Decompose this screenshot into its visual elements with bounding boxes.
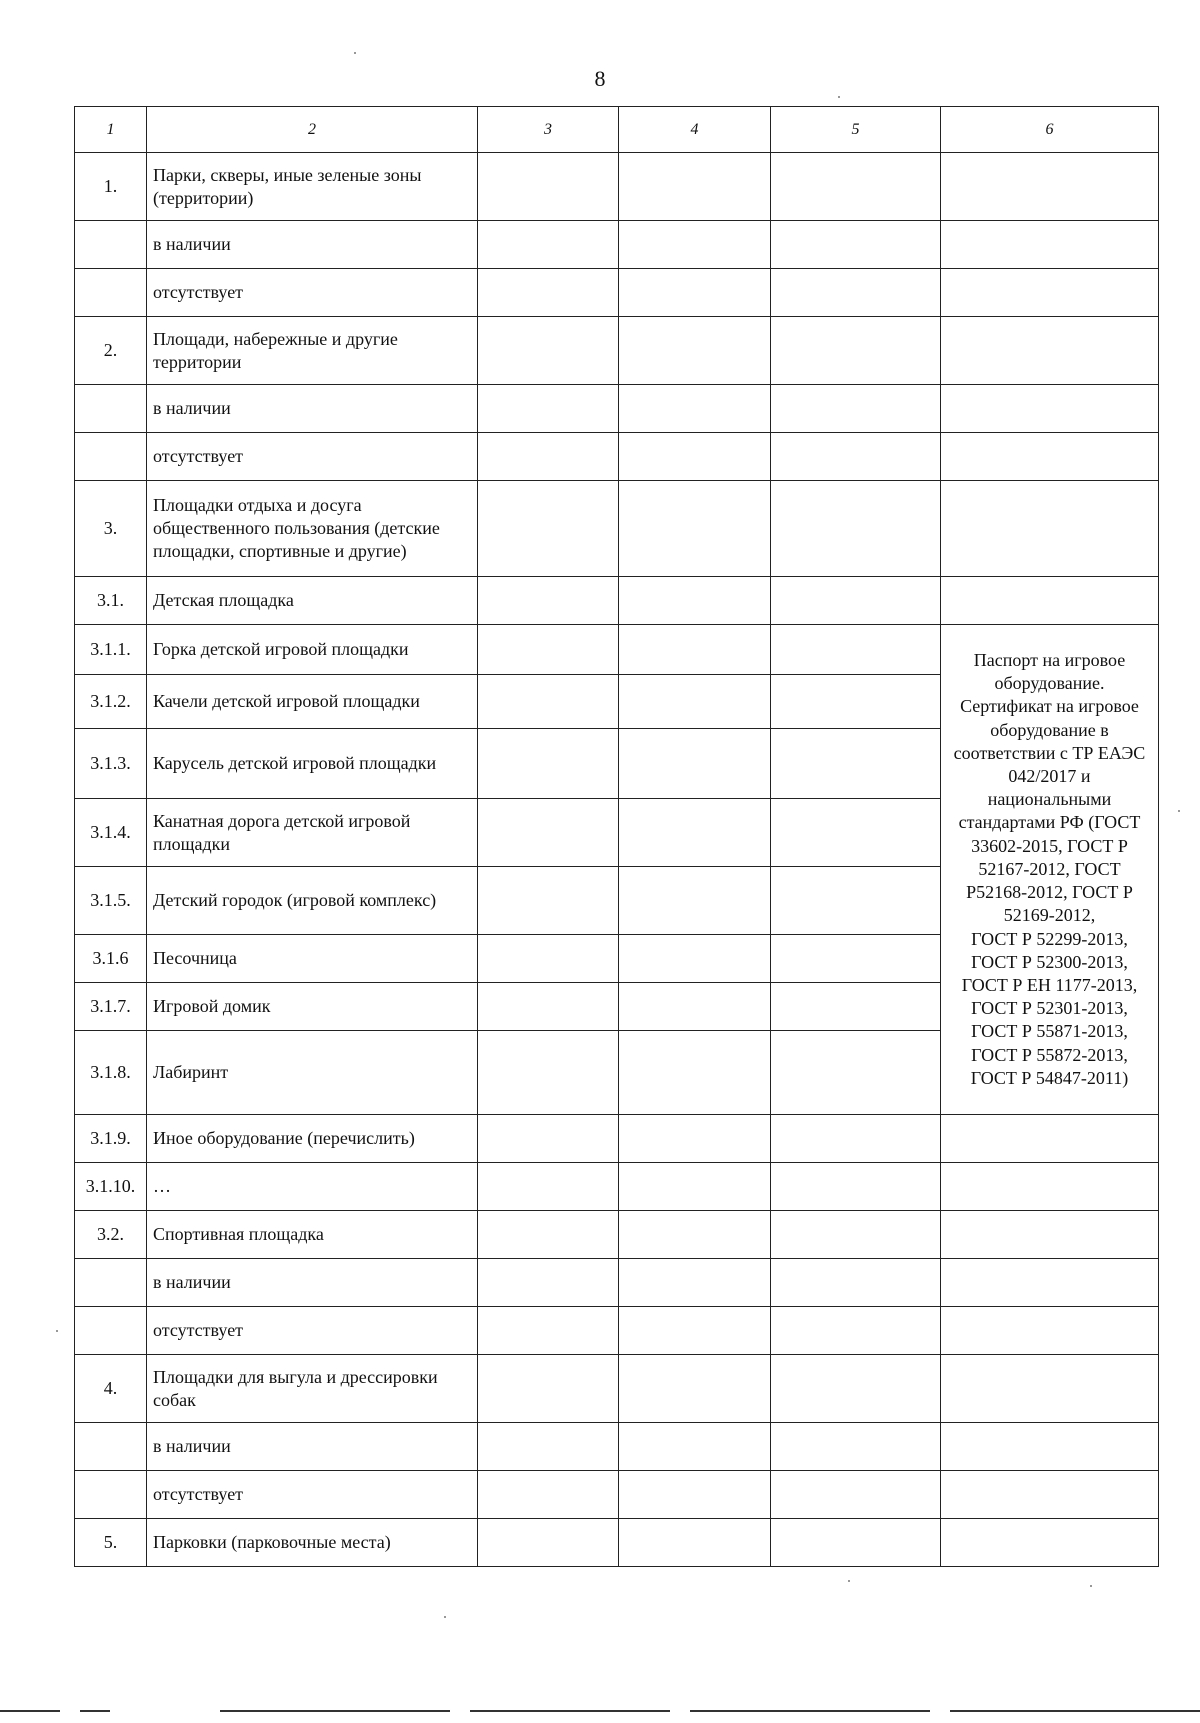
empty-cell-col-4: [619, 675, 771, 729]
table-row: [75, 481, 1159, 577]
row-name-cell: Детский городок (игровой комплекс): [147, 867, 478, 935]
empty-cell-col-3: [478, 1307, 619, 1355]
empty-cell-col-5: [771, 1471, 941, 1519]
table-row: [75, 385, 1159, 433]
empty-cell-col-5: [771, 1423, 941, 1471]
table-row: [75, 221, 1159, 269]
row-number-cell: 3.1.8.: [75, 1031, 147, 1115]
empty-cell-col-3: [478, 1115, 619, 1163]
table-row: [75, 1211, 1159, 1259]
empty-cell-col-6: [941, 1211, 1159, 1259]
empty-cell-col-6: [941, 1163, 1159, 1211]
row-number-cell: 3.1.2.: [75, 675, 147, 729]
empty-cell-col-5: [771, 799, 941, 867]
empty-cell-col-6: [941, 385, 1159, 433]
empty-cell-col-6: [941, 269, 1159, 317]
empty-cell-col-5: [771, 1115, 941, 1163]
row-number-cell: 5.: [75, 1519, 147, 1567]
empty-cell-col-5: [771, 625, 941, 675]
scan-speck: [354, 52, 356, 54]
empty-cell-col-5: [771, 433, 941, 481]
empty-cell-col-4: [619, 577, 771, 625]
empty-cell-col-3: [478, 385, 619, 433]
empty-cell-col-4: [619, 433, 771, 481]
empty-cell-col-5: [771, 481, 941, 577]
table-row: [75, 1471, 1159, 1519]
empty-cell-col-5: [771, 935, 941, 983]
empty-cell-col-5: [771, 269, 941, 317]
playground-certification-note-cell: [941, 625, 1159, 1115]
empty-cell-col-3: [478, 317, 619, 385]
empty-cell-col-4: [619, 317, 771, 385]
empty-cell-col-5: [771, 1031, 941, 1115]
empty-cell-col-6: [941, 317, 1159, 385]
empty-cell-col-5: [771, 317, 941, 385]
scan-speck: [444, 1616, 446, 1618]
row-name-cell: отсутствует: [147, 433, 478, 481]
row-name-cell: …: [147, 1163, 478, 1211]
row-number-cell: [75, 1259, 147, 1307]
row-number-cell: 3.1.9.: [75, 1115, 147, 1163]
table-row: [75, 1115, 1159, 1163]
table-row: [75, 1307, 1159, 1355]
empty-cell-col-6: [941, 1115, 1159, 1163]
empty-cell-col-3: [478, 481, 619, 577]
table-row: [75, 1519, 1159, 1567]
row-number-cell: 2.: [75, 317, 147, 385]
table-header-row: [75, 107, 1159, 153]
scan-speck: [848, 1580, 850, 1582]
row-number-cell: 3.1.10.: [75, 1163, 147, 1211]
row-number-cell: [75, 433, 147, 481]
header-cell-6: 6: [941, 107, 1159, 153]
empty-cell-col-5: [771, 983, 941, 1031]
header-cell-3: 3: [478, 107, 619, 153]
row-name-cell: Детская площадка: [147, 577, 478, 625]
empty-cell-col-5: [771, 1211, 941, 1259]
empty-cell-col-4: [619, 1163, 771, 1211]
empty-cell-col-5: [771, 1355, 941, 1423]
table-row: [75, 433, 1159, 481]
row-number-cell: 3.1.6: [75, 935, 147, 983]
empty-cell-col-4: [619, 269, 771, 317]
empty-cell-col-3: [478, 675, 619, 729]
empty-cell-col-3: [478, 1259, 619, 1307]
table-row: [75, 625, 1159, 675]
row-name-cell: Площади, набережные и другие территории: [147, 317, 478, 385]
empty-cell-col-3: [478, 625, 619, 675]
row-number-cell: [75, 269, 147, 317]
empty-cell-col-4: [619, 1259, 771, 1307]
row-number-cell: [75, 1423, 147, 1471]
empty-cell-col-4: [619, 1211, 771, 1259]
inventory-table-wrapper: [74, 106, 1158, 1567]
empty-cell-col-5: [771, 867, 941, 935]
empty-cell-col-5: [771, 221, 941, 269]
empty-cell-col-6: [941, 221, 1159, 269]
table-row: [75, 317, 1159, 385]
empty-cell-col-3: [478, 153, 619, 221]
table-row: [75, 577, 1159, 625]
empty-cell-col-3: [478, 433, 619, 481]
row-name-cell: отсутствует: [147, 269, 478, 317]
empty-cell-col-4: [619, 1423, 771, 1471]
empty-cell-col-5: [771, 385, 941, 433]
row-number-cell: 3.1.: [75, 577, 147, 625]
empty-cell-col-4: [619, 1519, 771, 1567]
table-row: [75, 1355, 1159, 1423]
empty-cell-col-6: [941, 1307, 1159, 1355]
row-number-cell: 3.1.4.: [75, 799, 147, 867]
empty-cell-col-3: [478, 221, 619, 269]
empty-cell-col-3: [478, 867, 619, 935]
empty-cell-col-4: [619, 1307, 771, 1355]
header-cell-4: 4: [619, 107, 771, 153]
row-name-cell: Песочница: [147, 935, 478, 983]
row-name-cell: отсутствует: [147, 1471, 478, 1519]
row-number-cell: [75, 221, 147, 269]
row-number-cell: 3.1.5.: [75, 867, 147, 935]
empty-cell-col-3: [478, 1423, 619, 1471]
empty-cell-col-6: [941, 1519, 1159, 1567]
empty-cell-col-4: [619, 481, 771, 577]
empty-cell-col-6: [941, 1471, 1159, 1519]
row-name-cell: Спортивная площадка: [147, 1211, 478, 1259]
row-name-cell: Лабиринт: [147, 1031, 478, 1115]
row-name-cell: в наличии: [147, 221, 478, 269]
row-number-cell: [75, 385, 147, 433]
playground-certification-note: Паспорт на игровое оборудование. Сертификат на игровое оборудование в соответствии с ТР ЕАЭС 042/2017 и национальными стандартами РФ (ГОСТ 33602-2015, ГОСТ Р 52167-2012, ГОСТ Р52168-2012, ГОСТ Р 52169-2012, ГОСТ Р 52299-2013, ГОСТ Р 52300-2013, ГОСТ Р ЕН 1177-2013, ГОСТ Р 52301-2013, ГОСТ Р 55871-2013, ГОСТ Р 55872-2013, ГОСТ Р 54847-2011): [953, 650, 1146, 1088]
row-name-cell: Качели детской игровой площадки: [147, 675, 478, 729]
inventory-table: [74, 106, 1159, 1567]
empty-cell-col-6: [941, 153, 1159, 221]
empty-cell-col-6: [941, 481, 1159, 577]
row-name-cell: Площадки отдыха и досуга общественного пользования (детские площадки, спортивные и другие): [147, 481, 478, 577]
empty-cell-col-3: [478, 577, 619, 625]
empty-cell-col-3: [478, 1211, 619, 1259]
row-number-cell: 3.1.1.: [75, 625, 147, 675]
empty-cell-col-3: [478, 799, 619, 867]
empty-cell-col-3: [478, 729, 619, 799]
row-number-cell: 1.: [75, 153, 147, 221]
empty-cell-col-4: [619, 385, 771, 433]
row-number-cell: 4.: [75, 1355, 147, 1423]
empty-cell-col-5: [771, 577, 941, 625]
row-name-cell: Иное оборудование (перечислить): [147, 1115, 478, 1163]
row-name-cell: Горка детской игровой площадки: [147, 625, 478, 675]
empty-cell-col-6: [941, 433, 1159, 481]
empty-cell-col-6: [941, 1423, 1159, 1471]
header-cell-2: 2: [147, 107, 478, 153]
empty-cell-col-3: [478, 935, 619, 983]
scan-bottom-edge: [0, 1706, 1200, 1716]
table-row: [75, 1423, 1159, 1471]
row-number-cell: 3.1.7.: [75, 983, 147, 1031]
scan-speck: [56, 1330, 58, 1332]
empty-cell-col-5: [771, 729, 941, 799]
empty-cell-col-5: [771, 1519, 941, 1567]
row-name-cell: Парковки (парковочные места): [147, 1519, 478, 1567]
empty-cell-col-3: [478, 269, 619, 317]
empty-cell-col-4: [619, 1471, 771, 1519]
row-name-cell: Игровой домик: [147, 983, 478, 1031]
empty-cell-col-4: [619, 983, 771, 1031]
empty-cell-col-6: [941, 1355, 1159, 1423]
page-number: 8: [594, 66, 606, 91]
empty-cell-col-4: [619, 1031, 771, 1115]
table-row: [75, 153, 1159, 221]
empty-cell-col-4: [619, 625, 771, 675]
row-number-cell: 3.: [75, 481, 147, 577]
row-name-cell: Карусель детской игровой площадки: [147, 729, 478, 799]
empty-cell-col-5: [771, 1163, 941, 1211]
table-row: [75, 269, 1159, 317]
scan-speck: [1178, 810, 1180, 812]
empty-cell-col-6: [941, 1259, 1159, 1307]
empty-cell-col-3: [478, 1519, 619, 1567]
table-row: [75, 1259, 1159, 1307]
row-name-cell: в наличии: [147, 1423, 478, 1471]
row-name-cell: Площадки для выгула и дрессировки собак: [147, 1355, 478, 1423]
empty-cell-col-5: [771, 675, 941, 729]
empty-cell-col-4: [619, 221, 771, 269]
empty-cell-col-5: [771, 1259, 941, 1307]
empty-cell-col-3: [478, 983, 619, 1031]
row-number-cell: [75, 1307, 147, 1355]
row-name-cell: в наличии: [147, 385, 478, 433]
row-name-cell: отсутствует: [147, 1307, 478, 1355]
empty-cell-col-3: [478, 1163, 619, 1211]
empty-cell-col-3: [478, 1031, 619, 1115]
row-number-cell: [75, 1471, 147, 1519]
empty-cell-col-5: [771, 153, 941, 221]
table-row: [75, 1163, 1159, 1211]
row-name-cell: Парки, скверы, иные зеленые зоны (территории): [147, 153, 478, 221]
row-name-cell: в наличии: [147, 1259, 478, 1307]
empty-cell-col-3: [478, 1355, 619, 1423]
row-number-cell: 3.1.3.: [75, 729, 147, 799]
empty-cell-col-4: [619, 1355, 771, 1423]
row-name-cell: Канатная дорога детской игровой площадки: [147, 799, 478, 867]
empty-cell-col-4: [619, 729, 771, 799]
empty-cell-col-4: [619, 1115, 771, 1163]
empty-cell-col-5: [771, 1307, 941, 1355]
header-cell-5: 5: [771, 107, 941, 153]
empty-cell-col-4: [619, 935, 771, 983]
scan-speck: [1090, 1585, 1092, 1587]
empty-cell-col-4: [619, 799, 771, 867]
row-number-cell: 3.2.: [75, 1211, 147, 1259]
empty-cell-col-3: [478, 1471, 619, 1519]
empty-cell-col-6: [941, 577, 1159, 625]
empty-cell-col-4: [619, 153, 771, 221]
header-cell-1: 1: [75, 107, 147, 153]
scan-speck: [838, 96, 840, 98]
empty-cell-col-4: [619, 867, 771, 935]
